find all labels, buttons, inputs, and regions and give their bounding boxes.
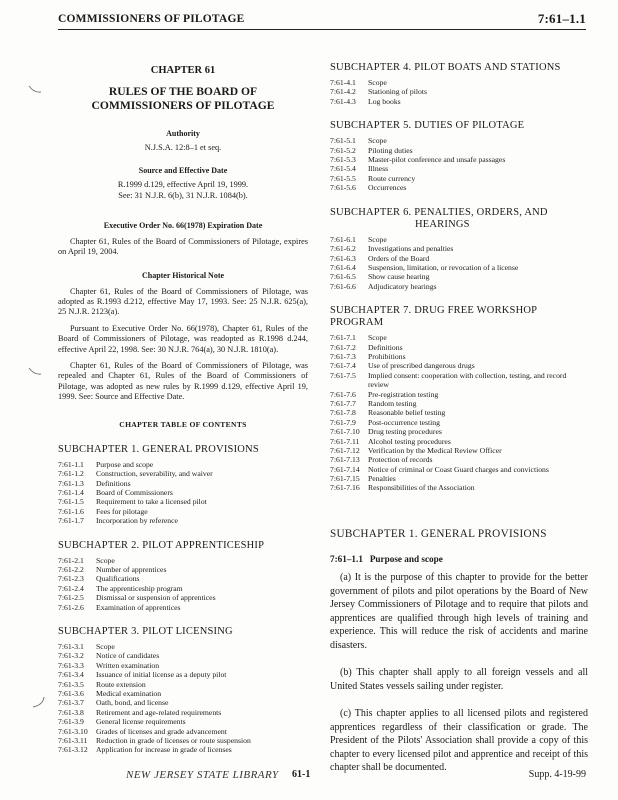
toc-entry-number: 7:61-4.3 — [330, 96, 356, 106]
toc-entry-title: Application for increase in grade of licenses — [96, 745, 232, 755]
toc-entry — [58, 584, 308, 593]
page-number: 61-1 — [292, 769, 311, 780]
toc-entry — [330, 343, 588, 352]
toc-entry — [330, 164, 588, 173]
body-subchapter-title: SUBCHAPTER 1. GENERAL PROVISIONS — [330, 527, 547, 540]
running-header — [58, 11, 586, 30]
toc-entry-number: 7:61-3.9 — [58, 717, 84, 727]
toc-entry — [330, 282, 588, 291]
toc-entry — [330, 446, 588, 455]
toc-entry-title: Issuance of initial license as a deputy pilot — [96, 670, 227, 680]
toc-entry — [58, 574, 308, 583]
toc-entry — [58, 460, 308, 469]
toc-entry-number: 7:61-2.1 — [58, 555, 84, 565]
toc-entry — [58, 717, 308, 726]
toc-entry-title: Adjudicatory hearings — [368, 281, 437, 291]
toc-entry — [58, 497, 308, 506]
toc-entry-title: Alcohol testing procedures — [368, 436, 451, 446]
library-stamp: NEW JERSEY STATE LIBRARY — [126, 769, 279, 781]
chapter-number: CHAPTER 61 — [150, 65, 216, 76]
toc-entry-number: 7:61-7.8 — [330, 408, 356, 418]
toc-entry-title: Pre-registration testing — [368, 389, 439, 399]
toc-entry-number: 7:61-7.7 — [330, 398, 356, 408]
toc-entry — [330, 390, 588, 399]
toc-entry-title: Master-pilot conference and unsafe passages — [368, 155, 506, 165]
toc-entry-title: Written examination — [96, 660, 160, 670]
toc-entry-title: Scope — [368, 333, 387, 343]
toc-entry-number: 7:61-7.11 — [330, 436, 360, 446]
toc-entry-number: 7:61-4.1 — [330, 78, 356, 88]
toc-entry-title: Implied consent: cooperation with collection, testing, and record review — [368, 370, 567, 390]
toc-entry-number: 7:61-1.2 — [58, 469, 84, 479]
toc-subchapter-title-continued: HEARINGS — [415, 218, 470, 230]
toc-entry-number: 7:61-1.7 — [58, 516, 84, 526]
toc-entry — [330, 244, 588, 253]
toc-entry-number: 7:61-7.5 — [330, 370, 356, 380]
toc-entry-title: Penalties — [368, 474, 396, 484]
toc-entry-title: Stationing of pilots — [368, 87, 427, 97]
toc-entry — [58, 680, 308, 689]
toc-entry-number: 7:61-7.10 — [330, 427, 360, 437]
toc-entry-number: 7:61-6.1 — [330, 234, 356, 244]
toc-list — [58, 642, 308, 755]
toc-entry-title: Orders of the Board — [368, 253, 430, 263]
toc-entry-title: Piloting duties — [368, 145, 413, 155]
toc-entry-number: 7:61-7.13 — [330, 455, 360, 465]
toc-entry-number: 7:61-4.2 — [330, 87, 356, 97]
toc-entry — [330, 333, 588, 342]
history-paragraph: Chapter 61, Rules of the Board of Commissioners of Pilotage, was repealed and Chapter 61, Rules of the Board of Commissioners of Pilotage, was adopted as new rules by R.1999 d.129, effective April 19, 1999. See: Source and Effective Date. — [58, 360, 308, 401]
toc-entry — [330, 272, 588, 281]
chapter-title: RULES OF THE BOARD OF COMMISSIONERS OF PILOTAGE — [91, 85, 275, 113]
toc-entry-number: 7:61-6.5 — [330, 272, 356, 282]
toc-entry — [58, 593, 308, 602]
authority-text: N.J.S.A. 12:8–1 et seq. — [144, 142, 222, 152]
toc-entry-title: Use of prescribed dangerous drugs — [368, 361, 475, 371]
toc-entry — [330, 235, 588, 244]
toc-entry-title: Prohibitions — [368, 352, 406, 362]
hole-punch-mark — [28, 366, 42, 378]
exec-order-text: Chapter 61, Rules of the Board of Commissioners of Pilotage, expires on April 19, 2004. — [58, 237, 308, 257]
toc-entry — [330, 254, 588, 263]
section-name: Purpose and scope — [369, 553, 443, 564]
toc-entry-number: 7:61-5.6 — [330, 183, 356, 193]
toc-entry-number: 7:61-5.5 — [330, 173, 356, 183]
toc-entry — [330, 418, 588, 427]
toc-entry-title: Examination of apprentices — [96, 602, 181, 612]
toc-list — [58, 460, 308, 526]
toc-entry-title: The apprenticeship program — [96, 583, 183, 593]
header-section-number: 7:61–1.1 — [537, 11, 586, 26]
toc-entry-title: Incorporation by reference — [96, 516, 178, 526]
toc-entry — [330, 136, 588, 145]
toc-entry-title: Log books — [368, 96, 401, 106]
toc-entry-number: 7:61-2.2 — [58, 565, 84, 575]
toc-entry-number: 7:61-7.1 — [330, 333, 356, 343]
toc-entry-title: Grades of licenses and grade advancement — [96, 726, 227, 736]
section-title — [330, 554, 588, 566]
toc-entry-number: 7:61-7.12 — [330, 445, 360, 455]
toc-entry-number: 7:61-7.4 — [330, 361, 356, 371]
toc-entry — [330, 408, 588, 417]
toc-entry-number: 7:61-3.1 — [58, 642, 84, 652]
history-paragraph: Pursuant to Executive Order No. 66(1978), Chapter 61, Rules of the Board of Commissioners of Pilotage, was readopted as R.1998 d.244, effective April 22, 1998. See: 30 N.J.R. 764(a), 30 N.J.R. 1810(a). — [58, 323, 308, 354]
toc-entry-number: 7:61-1.5 — [58, 497, 84, 507]
toc-subchapter-title: SUBCHAPTER 1. GENERAL PROVISIONS — [58, 443, 259, 455]
header-title: COMMISSIONERS OF PILOTAGE — [58, 13, 245, 25]
toc-subchapter-title: SUBCHAPTER 2. PILOT APPRENTICESHIP — [58, 539, 265, 551]
toc-entry-number: 7:61-3.2 — [58, 651, 84, 661]
exec-order-heading: Executive Order No. 66(1978) Expiration Date — [103, 221, 263, 231]
toc-entry — [330, 183, 588, 192]
toc-subchapter-title: SUBCHAPTER 4. PILOT BOATS AND STATIONS — [330, 62, 561, 73]
toc-entry — [330, 263, 588, 272]
toc-entry — [58, 507, 308, 516]
toc-entry-number: 7:61-6.2 — [330, 244, 356, 254]
toc-entry-number: 7:61-1.3 — [58, 478, 84, 488]
toc-entry-number: 7:61-5.1 — [330, 136, 356, 146]
toc-entry — [330, 427, 588, 436]
hole-punch-mark — [32, 696, 46, 708]
authority-heading: Authority — [166, 128, 200, 138]
section-paragraph-c: (c) This chapter applies to all licensed pilots and registered apprentices regardless of their classification or grade. The President of the Pilots' Association shall provide a copy of this chapter to every licensed pilot and apprentice and receipt of this chapter shall be documented. — [330, 708, 588, 774]
toc-entry-title: Definitions — [368, 342, 403, 352]
toc-entry — [58, 603, 308, 612]
toc-entry-title: Suspension, limitation, or revocation of a license — [368, 262, 519, 272]
left-column — [58, 64, 308, 755]
toc-entry-title: Requirement to take a licensed pilot — [96, 497, 207, 507]
toc-entry-title: Reduction in grade of licenses or route suspension — [96, 735, 251, 745]
toc-entry-title: Show cause hearing — [368, 272, 430, 282]
toc-entry-title: Post-occurrence testing — [368, 417, 440, 427]
section-paragraph-b: (b) This chapter shall apply to all foreign vessels and all United States vessels sailing under register. — [330, 667, 588, 692]
toc-entry-title: Board of Commissioners — [96, 488, 173, 498]
toc-entry — [58, 745, 308, 754]
toc-entry-title: Purpose and scope — [96, 459, 154, 469]
toc-entry-title: Scope — [368, 234, 387, 244]
toc-entry — [330, 97, 588, 106]
toc-entry-title: Responsibilities of the Association — [368, 483, 475, 493]
hole-punch-mark — [28, 84, 42, 96]
toc-entry-title: Occurrences — [368, 183, 407, 193]
toc-entry-number: 7:61-7.9 — [330, 417, 356, 427]
toc-entry-title: Scope — [96, 642, 115, 652]
toc-entry — [58, 727, 308, 736]
toc-list — [330, 333, 588, 493]
toc-entry-number: 7:61-6.6 — [330, 281, 356, 291]
toc-entry-number: 7:61-1.4 — [58, 488, 84, 498]
toc-entry-number: 7:61-5.3 — [330, 155, 356, 165]
toc-entry — [330, 174, 588, 183]
toc-entry-title: Random testing — [368, 398, 417, 408]
toc-list — [330, 235, 588, 291]
toc-subchapter-title: SUBCHAPTER 5. DUTIES OF PILOTAGE — [330, 120, 525, 132]
toc-entry — [58, 689, 308, 698]
toc-entry — [58, 736, 308, 745]
toc-entry — [330, 465, 588, 474]
toc-entry — [330, 361, 588, 370]
toc-entry-title: Qualifications — [96, 574, 140, 584]
source-line: See: 31 N.J.R. 6(b), 31 N.J.R. 1084(b). — [118, 190, 248, 200]
toc-entry-number: 7:61-2.3 — [58, 574, 84, 584]
toc-entry-title: Definitions — [96, 478, 131, 488]
toc-list — [330, 136, 588, 192]
toc-entry-number: 7:61-5.4 — [330, 164, 356, 174]
toc-entry-number: 7:61-3.11 — [58, 735, 88, 745]
toc-entry — [330, 474, 588, 483]
toc-entry — [330, 78, 588, 87]
toc-entry-number: 7:61-7.6 — [330, 389, 356, 399]
toc-entry — [58, 651, 308, 660]
toc-entry-title: Dismissal or suspension of apprentices — [96, 593, 216, 603]
toc-entry-title: Number of apprentices — [96, 565, 167, 575]
toc-entry-number: 7:61-7.2 — [330, 342, 356, 352]
toc-entry-number: 7:61-3.6 — [58, 689, 84, 699]
toc-entry-title: Retirement and age-related requirements — [96, 707, 222, 717]
toc-entry-number: 7:61-3.7 — [58, 698, 84, 708]
page-footer — [0, 769, 618, 789]
toc-entry-title: Investigations and penalties — [368, 244, 454, 254]
toc-entry — [330, 87, 588, 96]
toc-entry — [330, 483, 588, 492]
toc-entry — [58, 708, 308, 717]
toc-entry — [58, 661, 308, 670]
toc-entry-number: 7:61-1.1 — [58, 459, 84, 469]
toc-entry-number: 7:61-2.6 — [58, 602, 84, 612]
toc-entry-number: 7:61-5.2 — [330, 145, 356, 155]
toc-entry-title: Construction, severability, and waiver — [96, 469, 213, 479]
toc-entry — [58, 565, 308, 574]
source-line: R.1999 d.129, effective April 19, 1999. — [117, 180, 249, 190]
toc-entry-number: 7:61-3.8 — [58, 707, 84, 717]
toc-entry — [58, 479, 308, 488]
toc-entry — [330, 146, 588, 155]
toc-entry — [330, 371, 588, 390]
toc-subchapter-title: SUBCHAPTER 7. DRUG FREE WORKSHOP PROGRAM — [330, 305, 537, 329]
toc-entry-number: 7:61-2.4 — [58, 583, 84, 593]
supplement-date: Supp. 4-19-99 — [528, 769, 586, 780]
section-number: 7:61–1.1 — [330, 553, 363, 564]
toc-entry-title: Scope — [368, 136, 387, 146]
toc-entry-title: Drug testing procedures — [368, 427, 442, 437]
toc-entry — [330, 399, 588, 408]
toc-entry-number: 7:61-7.16 — [330, 483, 360, 493]
toc-entry-number: 7:61-7.3 — [330, 352, 356, 362]
toc-entry-number: 7:61-3.12 — [58, 745, 88, 755]
toc-entry — [330, 455, 588, 464]
toc-list — [330, 78, 588, 106]
toc-entry-title: Oath, bond, and license — [96, 698, 169, 708]
toc-entry-number: 7:61-7.14 — [330, 464, 360, 474]
toc-entry-title: Route extension — [96, 679, 146, 689]
toc-heading: CHAPTER TABLE OF CONTENTS — [119, 420, 247, 430]
toc-entry-title: Protection of records — [368, 455, 433, 465]
toc-entry-number: 7:61-1.6 — [58, 506, 84, 516]
toc-entry-title: General license requirements — [96, 717, 186, 727]
source-heading: Source and Effective Date — [138, 166, 228, 176]
toc-entry-number: 7:61-3.10 — [58, 726, 88, 736]
toc-entry — [330, 352, 588, 361]
toc-entry — [330, 155, 588, 164]
toc-entry-title: Illness — [368, 164, 389, 174]
toc-entry-title: Notice of criminal or Coast Guard charges and convictions — [368, 464, 549, 474]
toc-entry — [58, 469, 308, 478]
history-heading: Chapter Historical Note — [141, 270, 225, 280]
toc-entry-number: 7:61-3.5 — [58, 679, 84, 689]
toc-entry — [58, 698, 308, 707]
toc-entry-number: 7:61-7.15 — [330, 474, 360, 484]
toc-entry — [58, 556, 308, 565]
toc-subchapter-title-line: SUBCHAPTER 6. PENALTIES, ORDERS, AND — [330, 206, 548, 218]
right-column — [330, 62, 588, 775]
toc-entry-title: Scope — [96, 555, 115, 565]
toc-entry-title: Medical examination — [96, 689, 162, 699]
section-paragraph-a: (a) It is the purpose of this chapter to provide for the better government of pilots and pilot operations by the Board of New Jersey Commissioners of Pilotage and to require that pilots and apprentices are qualified through high levels of training and experience. This will reduce the risk of accidents and marine disasters. — [330, 572, 588, 651]
toc-entry-title: Route currency — [368, 173, 416, 183]
toc-entry — [58, 642, 308, 651]
toc-entry — [330, 437, 588, 446]
toc-entry-number: 7:61-6.3 — [330, 253, 356, 263]
toc-entry — [58, 670, 308, 679]
toc-subchapter-title: SUBCHAPTER 3. PILOT LICENSING — [58, 626, 233, 638]
toc-entry-number: 7:61-3.3 — [58, 660, 84, 670]
toc-entry-number: 7:61-6.4 — [330, 262, 356, 272]
toc-list — [58, 556, 308, 612]
toc-entry-number: 7:61-2.5 — [58, 593, 84, 603]
history-paragraph: Chapter 61, Rules of the Board of Commissioners of Pilotage, was adopted as R.1993 d.212, effective May 17, 1993. See: 25 N.J.R. 625(a), 25 N.J.R. 2123(a). — [58, 286, 308, 317]
toc-entry-number: 7:61-3.4 — [58, 670, 84, 680]
toc-subchapter-title — [330, 207, 588, 231]
toc-entry-title: Notice of candidates — [96, 651, 160, 661]
toc-entry-title: Verification by the Medical Review Officer — [368, 445, 502, 455]
toc-entry — [58, 488, 308, 497]
toc-entry-title: Scope — [368, 78, 387, 88]
toc-entry-title: Reasonable belief testing — [368, 408, 446, 418]
toc-entry-title: Fees for pilotage — [96, 506, 148, 516]
toc-entry — [58, 516, 308, 525]
